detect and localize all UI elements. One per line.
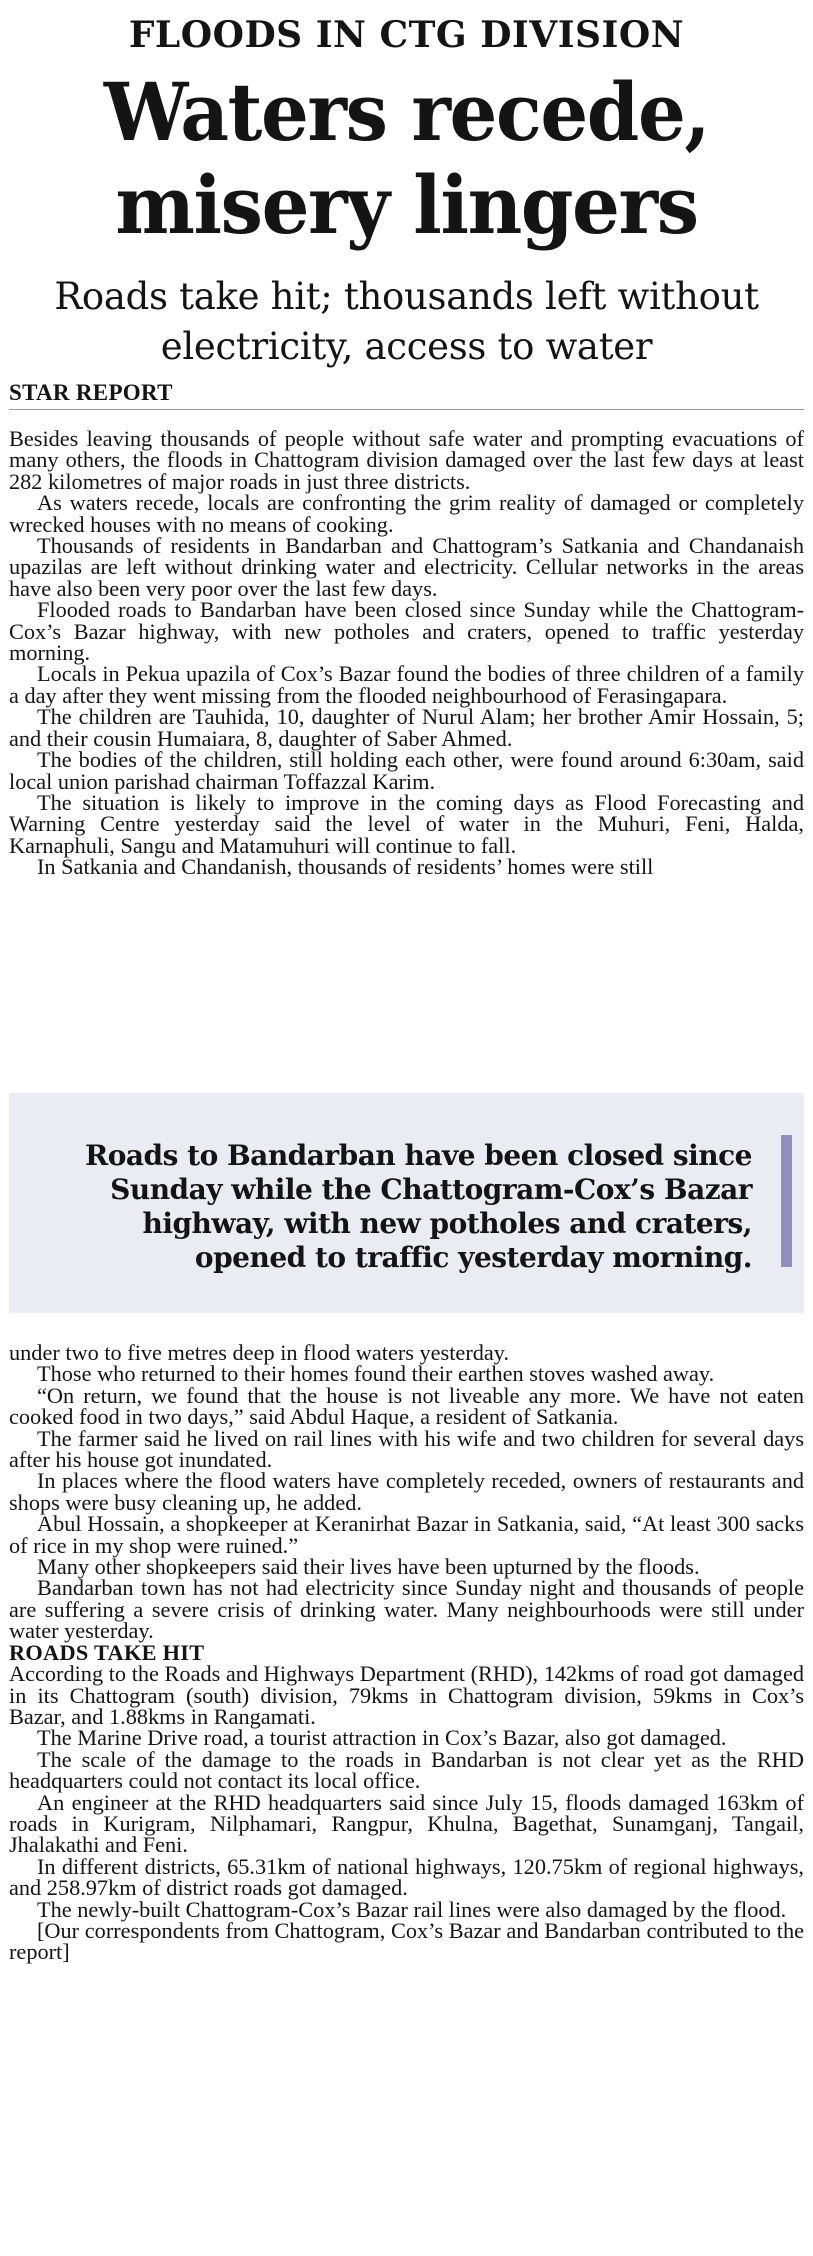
paragraph: Those who returned to their homes found their earthen stoves washed away. <box>37 1361 715 1387</box>
paragraph: Flooded roads to Bandarban have been closed since Sunday while the Chattogram-Cox’s Bazar highway, with new potholes and craters, opened to traffic yesterday morning. <box>9 597 804 666</box>
pull-quote-box <box>9 1093 804 1313</box>
paragraph: The bodies of the children, still holding each other, were found around 6:30am, said local union parishad chairman Toffazzal Karim. <box>9 747 804 794</box>
headline-line-1: Waters recede, <box>103 65 710 159</box>
paragraph: Abul Hossain, a shopkeeper at Keranirhat Bazar in Satkania, said, “At least 300 sacks of rice in my shop were ruined.” <box>9 1511 804 1558</box>
paragraph: The newly-built Chattogram-Cox’s Bazar rail lines were also damaged by the flood. <box>37 1896 787 1922</box>
pull-quote-accent-bar <box>781 1135 792 1267</box>
headline-line-2: misery lingers <box>115 158 698 252</box>
paragraph: In different districts, 65.31km of national highways, 120.75km of regional highways, and 258.97km of district roads got damaged. <box>9 1853 804 1901</box>
subheadline: Roads take hit; thousands left without electricity, access to water <box>54 275 759 368</box>
paragraph: An engineer at the RHD headquarters said since July 15, floods damaged 163km of roads in Kurigram, Nilphamari, Rangpur, Khulna, Bagethat, Sunamganj, Tangail, Jhalakathi and Feni. <box>9 1789 804 1858</box>
paragraph: Besides leaving thousands of people without safe water and prompting evacuations of many others, the floods in Chattogram division damaged over the last few days at least 282 kilometres of major roads in just three districts. <box>9 426 804 494</box>
byline-divider <box>9 409 804 410</box>
paragraph: As waters recede, locals are confronting the grim reality of damaged or completely wrecked houses with no means of cooking. <box>9 490 804 537</box>
paragraph: The scale of the damage to the roads in Bandarban is not clear yet as the RHD headquarters could not contact its local office. <box>9 1746 804 1794</box>
body-text-part-2 <box>9 1342 804 1963</box>
paragraph: The children are Tauhida, 10, daughter of Nurul Alam; her brother Amir Hossain, 5; and their cousin Humaiara, 8, daughter of Saber Ahmed. <box>9 704 804 751</box>
paragraph: According to the Roads and Highways Department (RHD), 142kms of road got damaged in its Chattogram (south) division, 79kms in Chattogram division, 59kms in Cox’s Bazar, and 1.88kms in Rangamati. <box>9 1661 804 1729</box>
paragraph: Many other shopkeepers said their lives have been upturned by the floods. <box>37 1554 700 1580</box>
pull-quote: Roads to Bandarban have been closed since Sunday while the Chattogram-Cox’s Bazar highway, with new potholes and craters, opened to traffic yesterday morning. <box>84 1139 752 1274</box>
headline <box>24 66 788 252</box>
paragraph: In Satkania and Chandanish, thousands of residents’ homes were still <box>37 854 654 880</box>
paragraph: “On return, we found that the house is not liveable any more. We have not eaten cooked food in two days,” said Abdul Haque, a resident of Satkania. <box>9 1382 804 1430</box>
paragraph: under two to five metres deep in flood waters yesterday. <box>9 1340 510 1365</box>
section-heading: ROADS TAKE HIT <box>9 1639 205 1665</box>
paragraph: In places where the flood waters have completely receded, owners of restaurants and shops were busy cleaning up, he added. <box>9 1468 804 1515</box>
body-text-part-1 <box>9 428 804 878</box>
paragraph: Bandarban town has not had electricity since Sunday night and thousands of people are suffering a severe crisis of drinking water. Many neighbourhoods were still under water yesterday. <box>9 1575 804 1644</box>
paragraph: The farmer said he lived on rail lines with his wife and two children for several days after his house got inundated. <box>9 1425 804 1473</box>
paragraph: The Marine Drive road, a tourist attraction in Cox’s Bazar, also got damaged. <box>37 1725 727 1751</box>
byline: STAR REPORT <box>9 380 173 405</box>
paragraph: The situation is likely to improve in the coming days as Flood Forecasting and Warning Centre yesterday said the level of water in the Muhuri, Feni, Halda, Karnaphuli, Sangu and Matamuhuri will continue to fall. <box>9 789 804 858</box>
paragraph: [Our correspondents from Chattogram, Cox’s Bazar and Bandarban contributed to the report] <box>9 1917 804 1965</box>
paragraph: Locals in Pekua upazila of Cox’s Bazar found the bodies of three children of a family a day after they went missing from the flooded neighbourhood of Ferasingapara. <box>9 661 804 708</box>
paragraph: Thousands of residents in Bandarban and Chattogram’s Satkania and Chandanaish upazilas are left without drinking water and electricity. Cellular networks in the areas have also been very poor over the last few days. <box>9 533 804 601</box>
kicker: FLOODS IN CTG DIVISION <box>128 14 685 56</box>
